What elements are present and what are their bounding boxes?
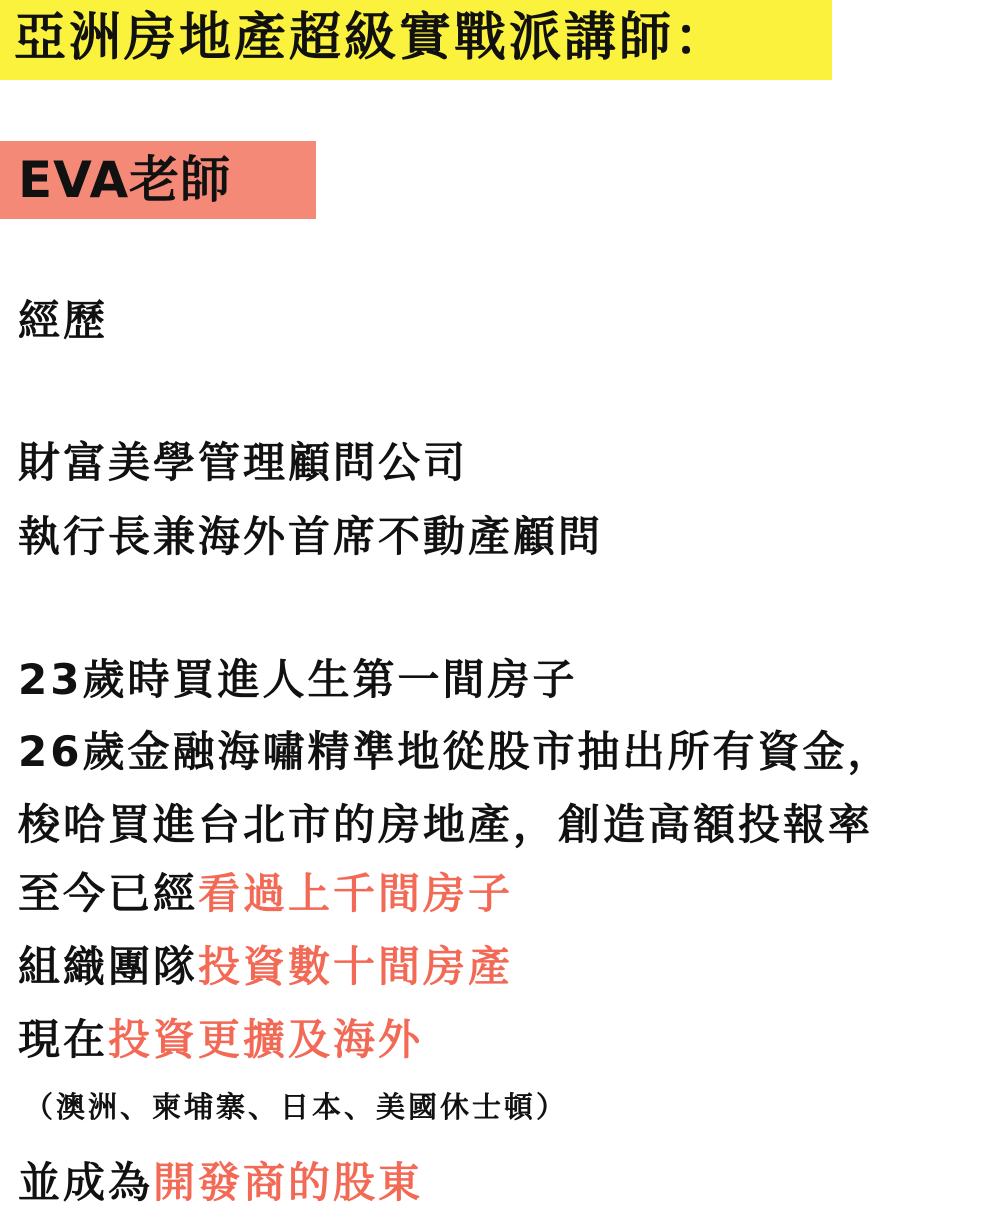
page-heading: 亞洲房地產超級實戰派講師：: [14, 8, 730, 68]
section-label: 經歷: [18, 296, 109, 345]
story-line-3: 梭哈買進台北市的房地產，創造高額投報率: [18, 800, 874, 849]
instructor-name: EVA老師: [18, 151, 232, 209]
story-line-4: [18, 866, 513, 922]
story-line-7-prefix: 並成為: [18, 1158, 154, 1207]
story-line-6-highlight: 投資更擴及海外: [108, 1015, 424, 1064]
job-title: 執行長兼海外首席不動產顧問: [18, 512, 604, 561]
story-line-6-prefix: 現在: [18, 1015, 109, 1064]
countries-note: （澳洲、柬埔寨、日本、美國休士頓）: [24, 1090, 569, 1124]
story-line-5-prefix: 組織團隊: [18, 942, 199, 991]
company-name: 財富美學管理顧問公司: [18, 438, 469, 487]
story-line-7-highlight: 開發商的股東: [153, 1158, 424, 1207]
story-line-5: [18, 939, 513, 995]
story-line-2: 26歲金融海嘯精準地從股市抽出所有資金，: [18, 727, 893, 776]
story-line-4-prefix: 至今已經: [18, 869, 199, 918]
story-line-1: 23歲時買進人生第一間房子: [18, 655, 578, 704]
story-line-4-highlight: 看過上千間房子: [198, 869, 514, 918]
story-line-7: [18, 1155, 423, 1211]
story-line-6: [18, 1012, 423, 1068]
story-line-5-highlight: 投資數十間房產: [198, 942, 514, 991]
